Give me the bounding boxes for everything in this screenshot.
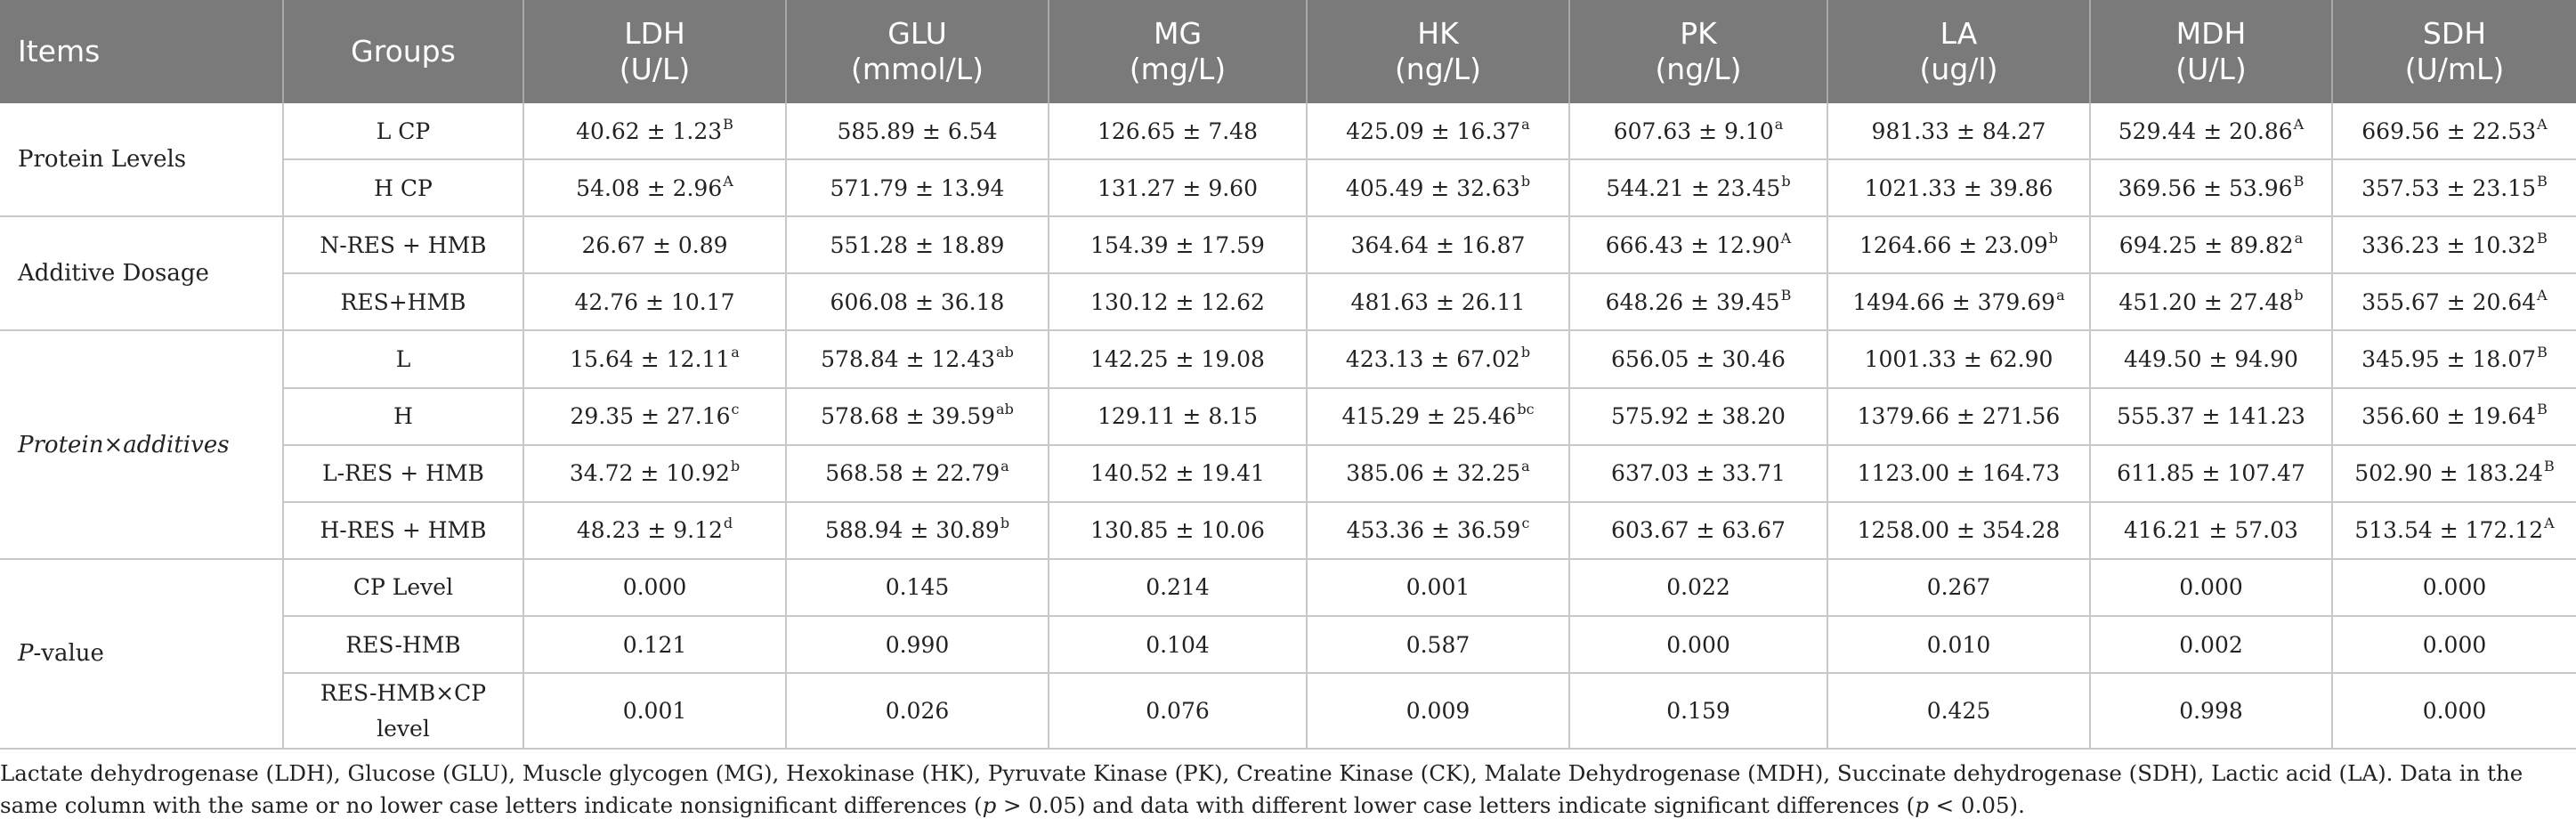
value-cell: 606.08 ± 36.18 bbox=[786, 273, 1049, 330]
value-cell: 0.002 bbox=[2090, 616, 2332, 673]
value-cell: 0.000 bbox=[2332, 559, 2576, 616]
value-cell: $356.60 \pm 19.64^B$ bbox=[2332, 388, 2576, 445]
value-cell: $355.67 \pm 20.64^A$ bbox=[2332, 273, 2576, 330]
value-cell: 0.009 bbox=[1307, 673, 1569, 749]
value-cell: $513.54 \pm 172.12^A$ bbox=[2332, 502, 2576, 559]
value-cell: 0.121 bbox=[523, 616, 786, 673]
value-cell: 416.21 ± 57.03 bbox=[2090, 502, 2332, 559]
value-cell: 0.000 bbox=[2332, 673, 2576, 749]
table-row bbox=[0, 673, 2576, 749]
value-cell: 1021.33 ± 39.86 bbox=[1827, 159, 2090, 216]
value-cell: 578.68 ± 39.59$^{ab}$ bbox=[786, 388, 1049, 445]
group-cell: L-RES + HMB bbox=[283, 445, 523, 502]
value-cell: 0.022 bbox=[1569, 559, 1827, 616]
column-header-la: LA (ug/l) bbox=[1827, 0, 2090, 103]
table-row bbox=[0, 103, 2576, 159]
group-cell: CP Level bbox=[283, 559, 523, 616]
value-cell: $357.53 \pm 23.15^B$ bbox=[2332, 159, 2576, 216]
value-cell: 0.026 bbox=[786, 673, 1049, 749]
value-cell: 1123.00 ± 164.73 bbox=[1827, 445, 2090, 502]
value-cell: 694.25 ± 89.82$^a$ bbox=[2090, 216, 2332, 273]
value-cell: 130.12 ± 12.62 bbox=[1049, 273, 1307, 330]
value-cell: $669.56 \pm 22.53^A$ bbox=[2332, 103, 2576, 159]
table-row bbox=[0, 445, 2576, 502]
value-cell: $369.56 \pm 53.96^B$ bbox=[2090, 159, 2332, 216]
item-cell: Additive Dosage bbox=[0, 216, 283, 330]
column-header-mg: MG (mg/L) bbox=[1049, 0, 1307, 103]
value-cell: 0.990 bbox=[786, 616, 1049, 673]
value-cell: 29.35 ± 27.16$^c$ bbox=[523, 388, 786, 445]
table-row bbox=[0, 388, 2576, 445]
value-cell: 26.67 ± 0.89 bbox=[523, 216, 786, 273]
value-cell: 0.145 bbox=[786, 559, 1049, 616]
value-cell: 1379.66 ± 271.56 bbox=[1827, 388, 2090, 445]
value-cell: 15.64 ± 12.11$^a$ bbox=[523, 330, 786, 387]
value-cell: 585.89 ± 6.54 bbox=[786, 103, 1049, 159]
value-cell: $54.08 \pm 2.96^A$ bbox=[523, 159, 786, 216]
group-cell: RES-HMB bbox=[283, 616, 523, 673]
item-cell: Protein×additives bbox=[0, 330, 283, 558]
column-header-mdh: MDH (U/L) bbox=[2090, 0, 2332, 103]
value-cell: 42.76 ± 10.17 bbox=[523, 273, 786, 330]
value-cell: 129.11 ± 8.15 bbox=[1049, 388, 1307, 445]
column-header-hk: HK (ng/L) bbox=[1307, 0, 1569, 103]
group-cell: H-RES + HMB bbox=[283, 502, 523, 559]
column-header-glu: GLU (mmol/L) bbox=[786, 0, 1049, 103]
item-cell: P-value bbox=[0, 559, 283, 749]
value-cell: 0.104 bbox=[1049, 616, 1307, 673]
value-cell: 0.000 bbox=[2332, 616, 2576, 673]
value-cell: 981.33 ± 84.27 bbox=[1827, 103, 2090, 159]
table-body bbox=[0, 103, 2576, 749]
table-row bbox=[0, 216, 2576, 273]
column-header-items: Items bbox=[0, 0, 283, 103]
value-cell: 0.000 bbox=[2090, 559, 2332, 616]
value-cell: $345.95 \pm 18.07^B$ bbox=[2332, 330, 2576, 387]
table-row bbox=[0, 616, 2576, 673]
value-cell: 385.06 ± 32.25$^a$ bbox=[1307, 445, 1569, 502]
group-cell: L bbox=[283, 330, 523, 387]
value-cell: 0.267 bbox=[1827, 559, 2090, 616]
value-cell: $529.44 \pm 20.86^A$ bbox=[2090, 103, 2332, 159]
table-row bbox=[0, 273, 2576, 330]
value-cell: 451.20 ± 27.48$^b$ bbox=[2090, 273, 2332, 330]
item-cell: Protein Levels bbox=[0, 103, 283, 216]
column-header-pk: PK (ng/L) bbox=[1569, 0, 1827, 103]
table-footnote: Lactate dehydrogenase (LDH), Glucose (GLU), Muscle glycogen (MG), Hexokinase (HK), Pyruvate Kinase (PK), Creatine Kinase (CK), Malate Dehydrogenase (MDH), Succinate dehydrogenase (SDH), Lactic acid (LA). Data in the same column with the same or no lower case letters indicate nonsignificant differences (p > 0.05) and data with different lower case letters indicate significant differences (p < 0.05). bbox=[0, 760, 2523, 818]
value-cell: 0.001 bbox=[523, 673, 786, 749]
value-cell: 425.09 ± 16.37$^a$ bbox=[1307, 103, 1569, 159]
group-cell: N-RES + HMB bbox=[283, 216, 523, 273]
value-cell: 126.65 ± 7.48 bbox=[1049, 103, 1307, 159]
value-cell: 1264.66 ± 23.09$^b$ bbox=[1827, 216, 2090, 273]
value-cell: 0.000 bbox=[1569, 616, 1827, 673]
header-row bbox=[0, 0, 2576, 103]
value-cell: $336.23 \pm 10.32^B$ bbox=[2332, 216, 2576, 273]
value-cell: 571.79 ± 13.94 bbox=[786, 159, 1049, 216]
column-header-sdh: SDH (U/mL) bbox=[2332, 0, 2576, 103]
value-cell: 575.92 ± 38.20 bbox=[1569, 388, 1827, 445]
value-cell: 154.39 ± 17.59 bbox=[1049, 216, 1307, 273]
value-cell: 551.28 ± 18.89 bbox=[786, 216, 1049, 273]
group-cell: RES-HMB×CP level bbox=[283, 673, 523, 749]
value-cell: 0.587 bbox=[1307, 616, 1569, 673]
table-row bbox=[0, 502, 2576, 559]
value-cell: 423.13 ± 67.02$^b$ bbox=[1307, 330, 1569, 387]
value-cell: 0.010 bbox=[1827, 616, 2090, 673]
group-cell: H bbox=[283, 388, 523, 445]
value-cell: 130.85 ± 10.06 bbox=[1049, 502, 1307, 559]
value-cell: 415.29 ± 25.46$^{bc}$ bbox=[1307, 388, 1569, 445]
value-cell: 544.21 ± 23.45$^b$ bbox=[1569, 159, 1827, 216]
column-header-groups: Groups bbox=[283, 0, 523, 103]
value-cell: 449.50 ± 94.90 bbox=[2090, 330, 2332, 387]
value-cell: 48.23 ± 9.12$^d$ bbox=[523, 502, 786, 559]
value-cell: 0.998 bbox=[2090, 673, 2332, 749]
value-cell: 131.27 ± 9.60 bbox=[1049, 159, 1307, 216]
value-cell: 1494.66 ± 379.69$^a$ bbox=[1827, 273, 2090, 330]
value-cell: $648.26 \pm 39.45^B$ bbox=[1569, 273, 1827, 330]
value-cell: 142.25 ± 19.08 bbox=[1049, 330, 1307, 387]
value-cell: 0.000 bbox=[523, 559, 786, 616]
column-header-ldh: LDH (U/L) bbox=[523, 0, 786, 103]
value-cell: 603.67 ± 63.67 bbox=[1569, 502, 1827, 559]
value-cell: $666.43 \pm 12.90^A$ bbox=[1569, 216, 1827, 273]
value-cell: 481.63 ± 26.11 bbox=[1307, 273, 1569, 330]
table-row bbox=[0, 159, 2576, 216]
table-header bbox=[0, 0, 2576, 103]
value-cell: 555.37 ± 141.23 bbox=[2090, 388, 2332, 445]
value-cell: 0.159 bbox=[1569, 673, 1827, 749]
value-cell: 1258.00 ± 354.28 bbox=[1827, 502, 2090, 559]
value-cell: 607.63 ± 9.10$^a$ bbox=[1569, 103, 1827, 159]
value-cell: 656.05 ± 30.46 bbox=[1569, 330, 1827, 387]
table-row bbox=[0, 330, 2576, 387]
value-cell: 453.36 ± 36.59$^c$ bbox=[1307, 502, 1569, 559]
value-cell: $40.62 \pm 1.23^B$ bbox=[523, 103, 786, 159]
value-cell: 0.425 bbox=[1827, 673, 2090, 749]
value-cell: 364.64 ± 16.87 bbox=[1307, 216, 1569, 273]
value-cell: 140.52 ± 19.41 bbox=[1049, 445, 1307, 502]
value-cell: 1001.33 ± 62.90 bbox=[1827, 330, 2090, 387]
value-cell: 0.001 bbox=[1307, 559, 1569, 616]
value-cell: 34.72 ± 10.92$^b$ bbox=[523, 445, 786, 502]
value-cell: 611.85 ± 107.47 bbox=[2090, 445, 2332, 502]
value-cell: 588.94 ± 30.89$^b$ bbox=[786, 502, 1049, 559]
value-cell: 0.076 bbox=[1049, 673, 1307, 749]
value-cell: 568.58 ± 22.79$^a$ bbox=[786, 445, 1049, 502]
value-cell: 637.03 ± 33.71 bbox=[1569, 445, 1827, 502]
group-cell: RES+HMB bbox=[283, 273, 523, 330]
value-cell: 578.84 ± 12.43$^{ab}$ bbox=[786, 330, 1049, 387]
table-row bbox=[0, 559, 2576, 616]
group-cell: H CP bbox=[283, 159, 523, 216]
value-cell: $502.90 \pm 183.24^B$ bbox=[2332, 445, 2576, 502]
value-cell: 0.214 bbox=[1049, 559, 1307, 616]
value-cell: 405.49 ± 32.63$^b$ bbox=[1307, 159, 1569, 216]
group-cell: L CP bbox=[283, 103, 523, 159]
